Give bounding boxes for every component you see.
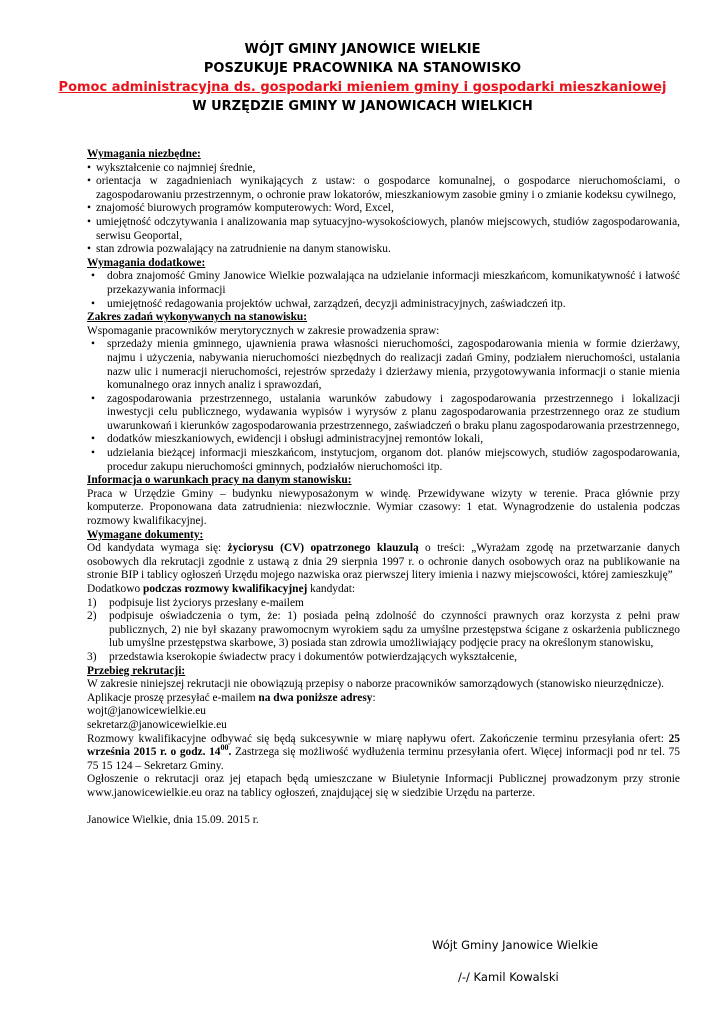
documents-interview: podczas rozmowy kwalifikacyjnej [143,583,308,595]
numbered-item [87,610,680,651]
list-item: • sprzedaży mienia gminnego, ujawnienia prawa własności nieruchomości, zagospodarowania mienia w formie dzierżawy, najmu i użyczenia, nabywania nieruchomości niezbędnych do realizacji zadań Gminy, podziałem nieruchomości, ustalania nazw ulic i numeracji nieruchomości, rejestrów sprzedaży i dzierżawy mienia, przygotowywania informacji o stanie mienia komunalnego oraz innych analiz i sprawozdań, [87,338,680,392]
recruitment-text: Rozmowy kwalifikacyjne odbywać się będą sukcesywnie w miarę napływu ofert. Zakończenie terminu przesyłania ofert: [87,732,669,745]
item-number: 1) [87,596,97,609]
item-text: podpisuje oświadczenia o tym, że: 1) posiada pełną zdolność do czynności prawnych oraz korzysta z pełni praw publicznych, 2) nie był skazany prawomocnym wyrokiem sądu za umyślne przestępstwa ścigane z oskarżenia publicznego lub umyślne przestępstwa skarbowe, 3) posiada stan zdrowia umożliwiający podjęcie pracy na określonym stanowisku, [109,610,680,650]
list-item: • udzielania bieżącej informacji mieszkańcom, instytucjom, organom dot. planów miejscowych, studiów zagospodarowania, procedur zakupu nieruchomości gminnych, podziałów nieruchomości itp. [87,447,680,474]
section-heading-recruitment: Przebieg rekrutacji: [87,664,186,677]
conditions-text: Praca w Urzędzie Gminy – budynku niewyposażonym w windę. Przewidywane wizyty w terenie. Praca głównie przy komputerze. Proponowana data zatrudnienia: niezwłocznie. Wymiar czasowy: 1 etat. Wynagrodzenie do ustalenia podczas rozmowy kwalifikacyjnej. [87,487,680,528]
list-item: • umiejętność odczytywania i analizowania map sytuacyjno-wysokościowych, planów miejscowych, studiów zagospodarowania, serwisu Geoportal, [87,216,680,243]
email-sekretarz[interactable]: sekretarz@janowicewielkie.eu [87,718,227,731]
section-heading-documents: Wymagane dokumenty: [87,528,204,541]
email-wojt[interactable]: wojt@janowicewielkie.eu [87,705,206,718]
document-date: Janowice Wielkie, dnia 15.09. 2015 r. [87,813,259,826]
documents-clause-text: o treści: „Wyrażam zgodę na przetwarzanie danych osobowych dla rekrutacji zgodnie z ustawą z dnia 29 sierpnia 1997 r. o ochronie danych osobowych oraz na publikowanie na stronie BIP i tablicy ogłoszeń Urzędu mojego nazwiska oraz pierwszej litery imienia i nazwy miejscowości, której zamieszkuję” [87,542,680,582]
list-item: • znajomość biurowych programów komputerowych: Word, Excel, [87,202,680,216]
numbered-item [87,651,680,665]
recruitment-bold: na dwa poniższe adresy [258,691,373,704]
recruitment-text: Zastrzega się możliwość wydłużenia terminu przesyłania ofert. Więcej informacji pod nr tel. 75 75 15 124 – Sekretarz Gminy. [87,746,680,772]
item-text: przedstawia kserokopie świadectw pracy i dokumentów potwierdzających wykształcenie, [109,650,518,663]
list-item: • stan zdrowia pozwalający na zatrudnienie na danym stanowisku. [87,243,680,257]
signature-title: Wójt Gminy Janowice Wielkie [432,938,599,952]
document-body [87,148,680,827]
recruitment-apply [87,692,680,706]
item-text: podpisuje list życiorys przesłany e-mailem [109,596,304,609]
documents-paragraph-1 [87,542,680,583]
documents-cv-clause: życiorysu (CV) opatrzonego klauzulą [227,542,419,555]
recruitment-text: W zakresie niniejszej rekrutacji nie obowiązują przepisy o naborze pracowników samorządowych (stanowisko nieurzędnicze). [87,678,665,691]
recruitment-text: : [372,691,376,704]
item-number: 3) [87,650,97,663]
signature-name: /-/ Kamil Kowalski [458,970,559,984]
deadline-text: 25 września 2015 r. o godz. 14 [87,732,680,759]
deadline-minutes: 00 [220,743,229,753]
position-title: Pomoc administracyjna ds. gospodarki mieniem gminy i gospodarki mieszkaniowej [58,80,667,95]
list-item: • umiejętność redagowania projektów uchwał, zarządzeń, decyzji administracyjnych, zaświadczeń itp. [87,298,680,312]
section-heading-conditions: Informacja o warunkach pracy na danym stanowisku: [87,474,352,487]
section-heading-additional: Wymagania dodatkowe: [87,256,206,269]
item-number: 2) [87,610,97,623]
header-line-4: W URZĘDZIE GMINY W JANOWICACH WIELKICH [192,99,533,114]
document-header [0,40,725,116]
documents-text: Od kandydata wymaga się: [87,542,228,555]
section-heading-required: Wymagania niezbędne: [87,148,201,160]
recruitment-text: Aplikacje proszę przesyłać e-mailem [87,691,259,704]
list-item: • wykształcenie co najmniej średnie, [87,162,680,176]
header-line-2: POSZUKUJE PRACOWNIKA NA STANOWISKO [203,61,522,76]
list-item: • dodatków mieszkaniowych, ewidencji i obsługi administracyjnej remontów lokali, [87,433,680,447]
header-line-1: WÓJT GMINY JANOWICE WIELKIE [244,42,481,57]
section-heading-tasks: Zakres zadań wykonywanych na stanowisku: [87,311,308,324]
documents-text: Dodatkowo [87,583,143,595]
recruitment-bip-info: Ogłoszenie o rekrutacji oraz jej etapach będą umieszczane w Biuletynie Informacji Publicznej prowadzonym przy stronie www.janowicewielkie.eu oraz na tablicy ogłoszeń, znajdującej się w siedzibie Urzędu na parterze. [87,773,680,799]
documents-text: kandydat: [307,583,356,595]
deadline-dot: . [228,746,232,759]
recruitment-deadline [87,733,680,774]
spacer [87,801,680,814]
list-item: • zagospodarowania przestrzennego, ustalania warunków zabudowy i zagospodarowania przestrzennego i lokalizacji inwestycji celu publicznego, wydawania wypisów i wyrysów z planu zagospodarowania przestrzennego oraz ze studium uwarunkowań i kierunków zagospodarowania przestrzennego, zaświadczeń o braku planu zagospodarowania przestrzennego, [87,393,680,434]
list-item: • orientacja w zagadnieniach wynikających z ustaw: o gospodarce komunalnej, o gospodarce nieruchomościami, o zagospodarowaniu przestrzennym, o ochronie praw lokatorów, mieszkaniowym zasobie gminy i o zmianie kodeksu cywilnego, [87,175,680,202]
documents-paragraph-2 [87,583,680,597]
numbered-item [87,597,680,611]
tasks-intro: Wspomaganie pracowników merytorycznych w zakresie prowadzenia spraw: [87,324,440,337]
list-item: • dobra znajomość Gminy Janowice Wielkie pozwalająca na udzielanie informacji mieszkańcom, komunikatywność i łatwość przekazywania informacji [87,270,680,297]
